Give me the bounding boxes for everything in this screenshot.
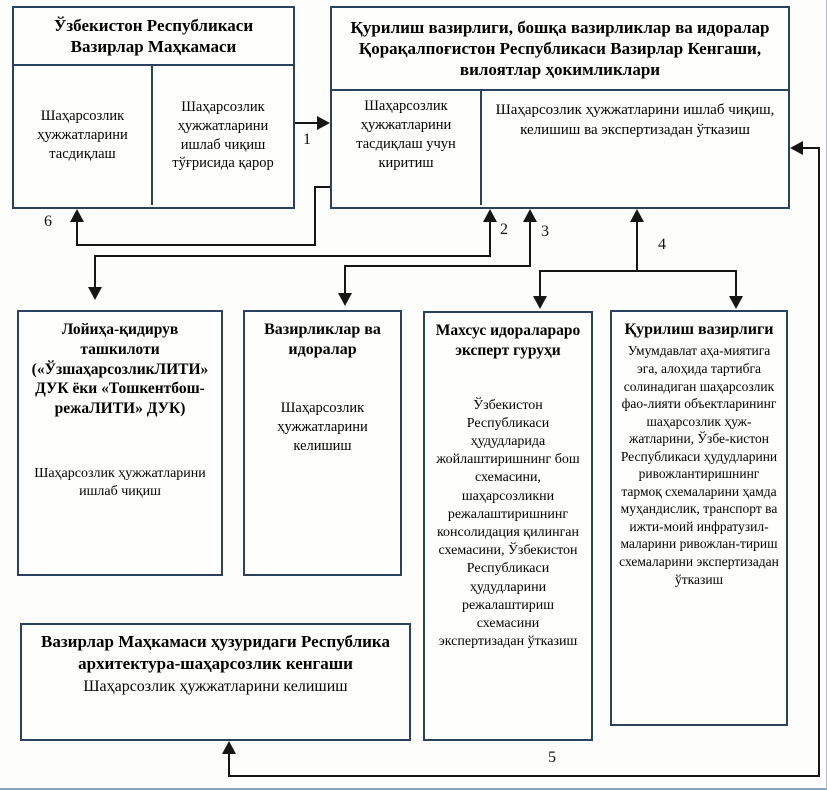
flow3-hline [345, 265, 531, 267]
flow6-arrowhead-up-icon [70, 209, 84, 222]
flow2-arrowhead-down-icon [88, 287, 102, 300]
flow3-arrowhead-up-icon [523, 209, 537, 222]
flow4-arrowhead-down-right-icon [729, 296, 743, 309]
flow2-vline-right [489, 220, 491, 257]
box-council-title: Вазирлар Маҳкамаси ҳузуридаги Республика архитектура-шаҳарсозлик кенгаши [41, 632, 390, 673]
box-cabinet-cell-approve: Шаҳарсозлик ҳужжатларини тасдиқлаш [14, 66, 153, 205]
flow6-hline [77, 244, 316, 246]
box-design-org-title: Лойиҳа-қидирув ташкилоти («ЎзшаҳарсозликЛИТИ» ДУК ёки «Тошкентбош-режаЛИТИ» ДУК) [31, 321, 209, 418]
flow6-stub [315, 186, 330, 188]
flow3-vline-left [344, 265, 346, 294]
flow2-label: 2 [500, 221, 508, 238]
box-design-org [17, 310, 223, 576]
flow1-label: 1 [303, 131, 311, 148]
box-council-body: Шаҳарсозлик ҳужжатларини келишиш [83, 677, 348, 695]
flow4-vline-mid [636, 220, 638, 272]
box-authorities-cell-submit: Шаҳарсозлик ҳужжатларини тасдиқлаш учун киритиш [332, 91, 482, 205]
box-cabinet-title: Ўзбекистон Республикаси Вазирлар Маҳкамаси [14, 8, 293, 66]
box-design-org-body: Шаҳарсозлик ҳужжатларини ишлаб чиқиш [34, 466, 206, 500]
flow4-hline [540, 270, 737, 272]
box-authorities-title: Қурилиш вазирлиги, бошқа вазирликлар ва идоралар Қорақалпоғистон Республикаси Вазирлар Кенгаши, вилоятлар ҳокимликлари [332, 8, 788, 91]
flow1-arrowhead-right-icon [317, 116, 330, 130]
flow5-vline-box [228, 752, 230, 777]
box-expert-group-title: Махсус идоралараро эксперт гуруҳи [435, 322, 581, 359]
flow4-vline-right [735, 270, 737, 297]
box-construction-ministry [610, 310, 788, 726]
box-construction-ministry-body: Умумдавлат аҳа-миятига эга, алоҳида тартибга солинадиган шаҳарсозлик фао-лияти объектларининг шаҳарсозлик ҳуж-жатларини, Ўзбе-кистон Республикаси ҳудудларини ривожлантиришнинг тармоқ схемаларини ҳамда муҳандислик, транспорт ва ижти-моий инфратузил-маларини ривожлан-тириш схемаларини экспертизадан ўтказиш [619, 343, 779, 587]
flow6-vline-right [314, 186, 316, 246]
flow4-arrowhead-down-left-icon [533, 296, 547, 309]
flow4-label: 4 [658, 236, 666, 253]
box-expert-group-body: Ўзбекистон Республикаси ҳудудларида жойлаштиришнинг бош схемасини, шаҳарсозликни режалаштиришнинг консолидация қилинган схемасини, Ўзбекистон Республикаси ҳудудларини режалаштириш схемасини экспертизадан ўтказиш [436, 397, 580, 650]
box-ministries-body: Шаҳарсозлик ҳужжатларини келишиш [277, 399, 368, 454]
box-ministries-title: Вазирликлар ва идоралар [264, 321, 381, 359]
box-cabinet-cell-decision: Шаҳарсозлик ҳужжатларини ишлаб чиқиш тўғрисида қарор [172, 98, 274, 172]
box-cabinet [12, 6, 295, 209]
flow4-arrowhead-up-icon [630, 209, 644, 222]
flow2-hline [95, 255, 491, 257]
flow6-vline-left [76, 220, 78, 246]
box-ministries [243, 310, 402, 576]
flow5-vline-right [818, 147, 820, 777]
flow5-label: 5 [548, 749, 556, 766]
flow5-arrowhead-up-icon [222, 741, 236, 754]
flow5-hline-bottom [228, 775, 820, 777]
flow2-vline-left [94, 255, 96, 288]
flow5-arrowhead-left-icon [790, 141, 803, 155]
flow5-stub-top [802, 147, 819, 149]
box-construction-ministry-title: Қурилиш вазирлиги [624, 321, 774, 338]
box-council [20, 623, 411, 741]
box-authorities-cell-develop: Шаҳарсозлик ҳужжатларини ишлаб чиқиш, келишиш ва экспертизадан ўтказиш [495, 102, 775, 138]
flow6-label: 6 [44, 213, 52, 230]
flow4-vline-left [539, 270, 541, 297]
flow2-arrowhead-up-icon [483, 209, 497, 222]
flow3-label: 3 [541, 223, 549, 240]
flow3-vline-right [529, 220, 531, 267]
box-authorities [330, 6, 790, 209]
box-expert-group [423, 311, 593, 741]
flow3-arrowhead-down-icon [338, 293, 352, 306]
